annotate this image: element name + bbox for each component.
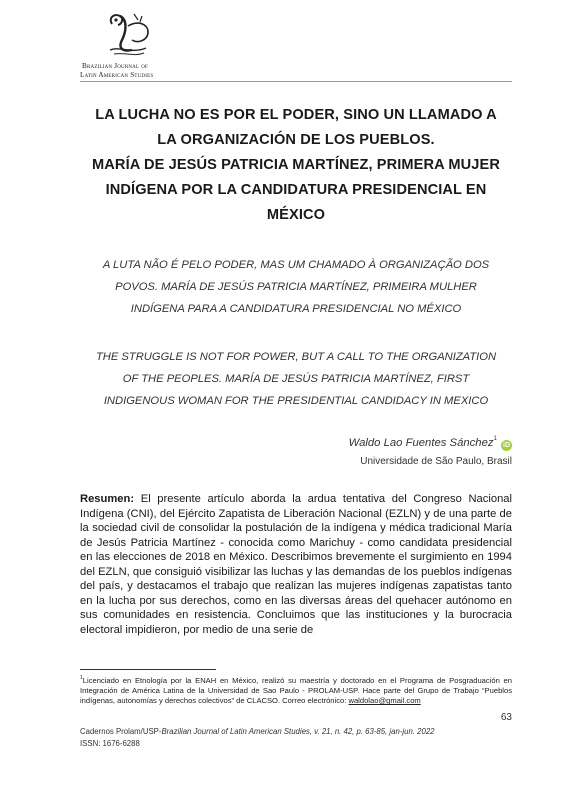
article-title (80, 103, 512, 228)
journal-logo (80, 10, 180, 80)
abstract-text: El presente artículo aborda la ardua tentativa del Congreso Nacional Indígena (CNI), del Ejército Zapatista de Liberación Nacional (EZLN) y de una parte de la sociedad civil de consolidar la postulación de la indígena y médica tradicional María de Jesús Patricia Martínez - conocida como Marichuy - como candidata presidencial en las elecciones de 2018 en México. Describimos brevemente el surgimiento en 1994 del EZLN, que consiguió visibilizar las luchas y las demandas de los pueblos indígenas del país, y destacamos el trabajo que realizan las mujeres indígenas zapatistas tanto en la lucha por sus derechos, como en las diversas áreas del quehacer autónomo en sus comunidades en resistencia. Concluimos que las instituciones y la burocracia electoral impidieron, por medio de una serie de (80, 493, 512, 636)
author-name: Waldo Lao Fuentes Sánchez (348, 437, 494, 449)
footer-prefix: Cadernos Prolam/USP- (80, 727, 162, 736)
orcid-icon[interactable]: iD (503, 442, 510, 449)
footnote-text: Licenciado en Etnología por la ENAH en México, realizó su maestría y doctorado en el Programa de Posgraduación en Integración de América Latina de la Universidad de Sao Paulo - PROLAM-USP. Hace parte del Grupo de Trabajo “Pueblos indígenas, autonomías y derechos colectivos” de CLACSO. Correo electrónico: (80, 676, 512, 706)
title-portuguese (80, 254, 512, 320)
title-line: INDÍGENA POR LA CANDIDATURA PRESIDENCIAL EN (105, 182, 487, 198)
citation-footer (80, 727, 435, 736)
issn: ISSN: 1676-6288 (80, 739, 140, 748)
header-divider (80, 81, 512, 82)
title-line: LA ORGANIZACIÓN DE LOS PUEBLOS. (157, 132, 435, 148)
title-pt-line: INDÍGENA PARA A CANDIDATURA PRESIDENCIAL NO MÉXICO (130, 303, 462, 315)
title-line: MARÍA DE JESÚS PATRICIA MARTÍNEZ, PRIMERA MUJER (92, 157, 500, 173)
author-affiliation: Universidade de São Paulo, Brasil (360, 456, 512, 467)
author-line (349, 436, 512, 451)
footnote-divider (80, 669, 216, 670)
journal-name-line1: Brazilian Journal of (82, 62, 149, 70)
title-en-line: INDIGENOUS WOMAN FOR THE PRESIDENTIAL CANDIDACY IN MEXICO (103, 395, 489, 407)
abstract-label: Resumen: (80, 493, 135, 505)
title-english (80, 346, 512, 412)
page-number: 63 (500, 712, 512, 723)
abstract (80, 492, 512, 637)
title-pt-line: A LUTA NÃO É PELO PODER, MAS UM CHAMADO À ORGANIZAÇÃO DOS (102, 259, 490, 271)
journal-name-line2: Latin American Studies (80, 71, 154, 79)
title-line: LA LUCHA NO ES POR EL PODER, SINO UN LLAMADO A (95, 107, 497, 123)
title-pt-line: POVOS. MARÍA DE JESÚS PATRICIA MARTÍNEZ, PRIMEIRA MULHER (115, 281, 477, 293)
email-link[interactable]: waldolao@gmail.com (348, 696, 421, 706)
footer-journal: Brazilian Journal of Latin American Studies, v. 21, n. 42, p. 63-85, jan-jun. 2022 (161, 727, 435, 736)
footnote (80, 673, 512, 707)
journal-emblem-icon (98, 10, 156, 60)
title-en-line: THE STRUGGLE IS NOT FOR POWER, BUT A CALL TO THE ORGANIZATION (95, 351, 497, 363)
footnote-number: 1 (80, 675, 83, 681)
title-en-line: OF THE PEOPLES. MARÍA DE JESÚS PATRICIA MARTÍNEZ, FIRST (122, 373, 470, 385)
title-line: MÉXICO (266, 207, 326, 223)
footnote-marker: 1 (493, 436, 497, 442)
